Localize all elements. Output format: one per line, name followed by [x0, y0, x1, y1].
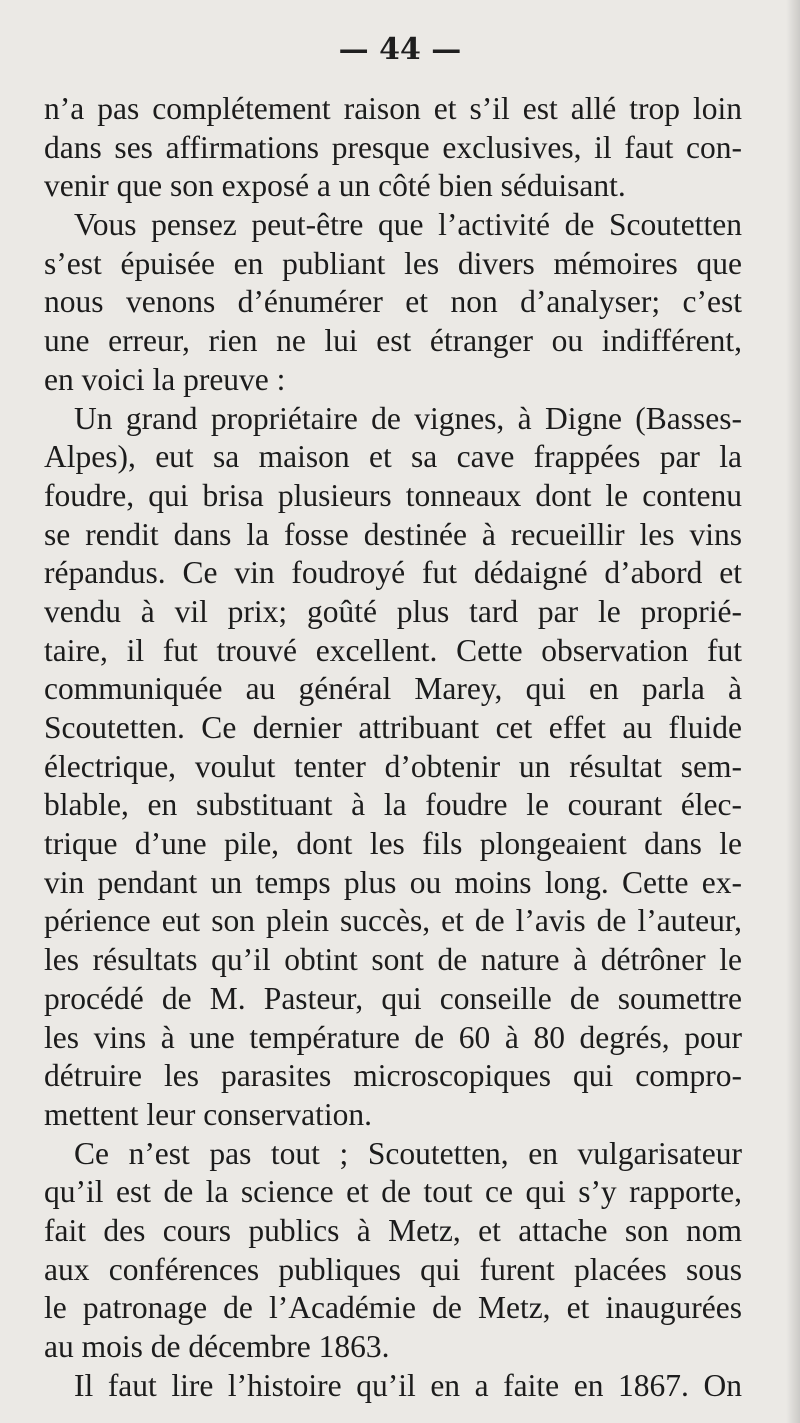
text-line: Il faut lire l’histoire qu’il en a faite en 1867. On	[74, 1367, 742, 1403]
text-line: les résultats qu’il obtint sont de nature à détrôner le	[44, 942, 742, 978]
body-text	[44, 90, 742, 1405]
text-line: fait des cours publics à Metz, et attache son nom	[44, 1212, 742, 1248]
text-line: une erreur, rien ne lui est étranger ou indifférent,	[44, 323, 742, 359]
text-line: blable, en substituant à la foudre le courant élec-	[44, 787, 742, 823]
text-line: Vous pensez peut-être que l’activité de Scoutetten	[74, 207, 742, 243]
text-line: vin pendant un temps plus ou moins long. Cette ex-	[44, 864, 742, 900]
text-line: vendu à vil prix; goûté plus tard par le proprié-	[44, 593, 742, 629]
text-line: s’est épuisée en publiant les divers mémoires que	[44, 245, 742, 281]
text-line: mettent leur conservation.	[44, 1096, 373, 1132]
text-line: au mois de décembre 1863.	[44, 1329, 390, 1364]
text-line: procédé de M. Pasteur, qui conseille de soumettre	[44, 980, 742, 1016]
text-line: qu’il est de la science et de tout ce qui s’y rapporte,	[44, 1174, 742, 1210]
text-line: foudre, qui brisa plusieurs tonneaux dont le contenu	[44, 477, 742, 513]
text-line: les vins à une température de 60 à 80 degrés, pour	[44, 1019, 742, 1055]
text-line: trique d’une pile, dont les fils plongeaient dans le	[44, 826, 742, 862]
text-line: périence eut son plein succès, et de l’avis de l’auteur,	[44, 903, 742, 939]
text-line: aux conférences publiques qui furent placées sous	[44, 1251, 742, 1287]
text-line: n’a pas complétement raison et s’il est allé trop loin	[44, 91, 742, 126]
text-line: dans ses affirmations presque exclusives, il faut con-	[44, 129, 742, 165]
text-line: en voici la preuve :	[44, 361, 286, 397]
text-line: taire, il fut trouvé excellent. Cette observation fut	[44, 632, 742, 668]
text-line: nous venons d’énumérer et non d’analyser; c’est	[44, 284, 742, 320]
text-line: répandus. Ce vin foudroyé fut dédaigné d’abord et	[44, 555, 742, 591]
text-line: Alpes), eut sa maison et sa cave frappées par la	[44, 439, 742, 475]
text-line: Ce n’est pas tout ; Scoutetten, en vulgarisateur	[74, 1135, 742, 1171]
text-line: communiquée au général Marey, qui en parla à	[44, 671, 742, 707]
text-line: électrique, voulut tenter d’obtenir un résultat sem-	[44, 748, 742, 784]
text-line: venir que son exposé a un côté bien séduisant.	[44, 168, 626, 204]
page-number: — 44 —	[338, 32, 462, 67]
text-line: Scoutetten. Ce dernier attribuant cet effet au fluide	[44, 710, 742, 745]
page-gutter-shadow	[786, 0, 800, 1423]
text-line: se rendit dans la fosse destinée à recueillir les vins	[44, 516, 742, 552]
text-line: Un grand propriétaire de vignes, à Digne (Basses-	[74, 400, 742, 436]
text-line: le patronage de l’Académie de Metz, et inaugurées	[44, 1290, 742, 1326]
text-line: détruire les parasites microscopiques qui compro-	[44, 1058, 742, 1094]
